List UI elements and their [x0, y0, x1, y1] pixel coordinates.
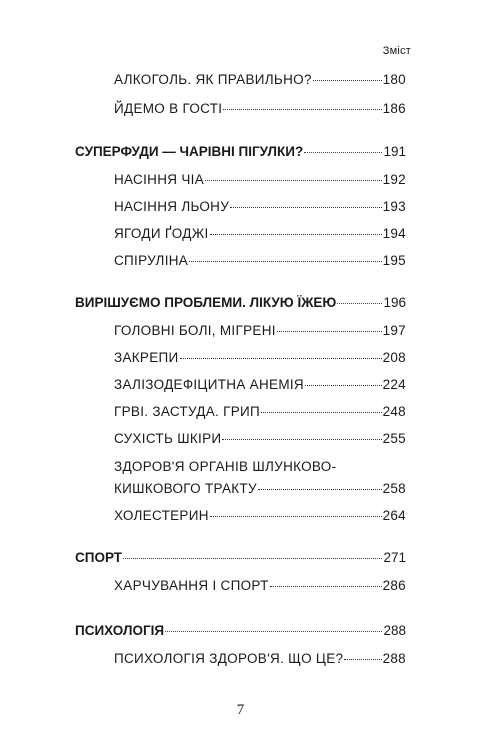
toc-entry-title: КИШКОВОГО ТРАКТУ [114, 481, 257, 496]
toc-section-page: 271 [383, 550, 406, 565]
toc-entry-title: ЗАЛІЗОДЕФІЦИТНА АНЕМІЯ [114, 377, 304, 392]
toc-entry[interactable] [114, 651, 406, 666]
toc-entry-title: ХАРЧУВАННЯ І СПОРТ [114, 578, 269, 593]
toc-entry-title: СУХІСТЬ ШКІРИ [114, 431, 222, 446]
dot-leader [210, 234, 382, 235]
page-number: 7 [236, 702, 245, 718]
toc-entry-page: 255 [382, 431, 406, 446]
toc-entry[interactable] [114, 431, 406, 446]
toc-section-title: СУПЕРФУДИ — ЧАРІВНІ ПІГУЛКИ? [75, 144, 304, 159]
toc-entry-page: 193 [382, 199, 406, 214]
toc-entry[interactable] [114, 578, 406, 593]
toc-entry-page: 248 [382, 404, 406, 419]
toc-section-title: ВИРІШУЄМО ПРОБЛЕМИ. ЛІКУЮ ЇЖЕЮ [75, 295, 337, 310]
dot-leader [304, 152, 382, 153]
toc-entry[interactable] [114, 323, 406, 338]
toc-section[interactable] [75, 295, 406, 310]
toc-entry-title: ГОЛОВНІ БОЛІ, МІГРЕНІ [114, 323, 276, 338]
toc-section[interactable] [75, 550, 406, 565]
toc-entry[interactable] [114, 226, 406, 241]
toc-entry-page: 258 [382, 481, 406, 496]
dot-leader [230, 207, 381, 208]
dot-leader [258, 489, 382, 490]
toc-entry[interactable] [114, 404, 406, 419]
toc-entry-title: ГРВІ. ЗАСТУДА. ГРИП [114, 404, 261, 419]
toc-section[interactable] [75, 623, 406, 638]
toc-entry-page: 286 [382, 578, 406, 593]
toc-entry[interactable] [114, 377, 406, 392]
toc-entry-page: 197 [382, 323, 406, 338]
dot-leader [337, 303, 382, 304]
dot-leader [223, 109, 381, 110]
dot-leader [205, 180, 382, 181]
toc-entry-title-line1[interactable]: ЗДОРОВ'Я ОРГАНІВ ШЛУНКОВО- [114, 459, 337, 474]
dot-leader [313, 80, 382, 81]
toc-entry-title: ПСИХОЛОГІЯ ЗДОРОВ'Я. ЩО ЦЕ? [114, 651, 344, 666]
toc-entry-page: 180 [382, 72, 406, 87]
toc-entry-page: 194 [382, 226, 406, 241]
toc-section-page: 196 [383, 295, 406, 310]
dot-leader [165, 631, 382, 632]
toc-entry-page: 288 [382, 651, 406, 666]
toc-entry-title: ЯГОДИ ҐОДЖІ [114, 226, 209, 241]
toc-entry[interactable] [114, 350, 406, 365]
toc-section-title: ПСИХОЛОГІЯ [75, 623, 165, 638]
toc-entry-page: 208 [382, 350, 406, 365]
toc-entry-title: СПІРУЛІНА [114, 253, 189, 268]
toc-entry-title: НАСІННЯ ЧІА [114, 172, 205, 187]
toc-section-page: 191 [383, 144, 406, 159]
toc-entry[interactable] [114, 101, 406, 116]
toc-section-page: 288 [383, 623, 406, 638]
toc-entry[interactable] [114, 253, 406, 268]
toc-entry-title: АЛКОГОЛЬ. ЯК ПРАВИЛЬНО? [114, 72, 312, 87]
toc-entry-page: 192 [382, 172, 406, 187]
dot-leader [305, 385, 382, 386]
toc-entry[interactable] [114, 481, 406, 496]
dot-leader [344, 659, 381, 660]
dot-leader [222, 439, 381, 440]
dot-leader [261, 412, 382, 413]
dot-leader [180, 358, 382, 359]
running-head: Зміст [382, 45, 411, 57]
toc-entry[interactable] [114, 172, 406, 187]
toc-entry[interactable] [114, 508, 406, 523]
toc-entry-page: 264 [382, 508, 406, 523]
toc-section[interactable] [75, 144, 406, 159]
toc-entry[interactable] [114, 199, 406, 214]
toc-entry-title: ЗАКРЕПИ [114, 350, 179, 365]
toc-entry-page: 224 [382, 377, 406, 392]
toc-entry-title: НАСІННЯ ЛЬОНУ [114, 199, 230, 214]
dot-leader [270, 586, 382, 587]
dot-leader [189, 261, 381, 262]
toc-entry-page: 195 [382, 253, 406, 268]
dot-leader [123, 558, 382, 559]
toc-entry[interactable] [114, 72, 406, 87]
toc-entry-page: 186 [382, 101, 406, 116]
dot-leader [210, 516, 382, 517]
toc-entry-title: ЙДЕМО В ГОСТІ [114, 101, 223, 116]
toc-section-title: СПОРТ [75, 550, 123, 565]
dot-leader [277, 331, 382, 332]
toc-entry-title: ХОЛЕСТЕРИН [114, 508, 209, 523]
